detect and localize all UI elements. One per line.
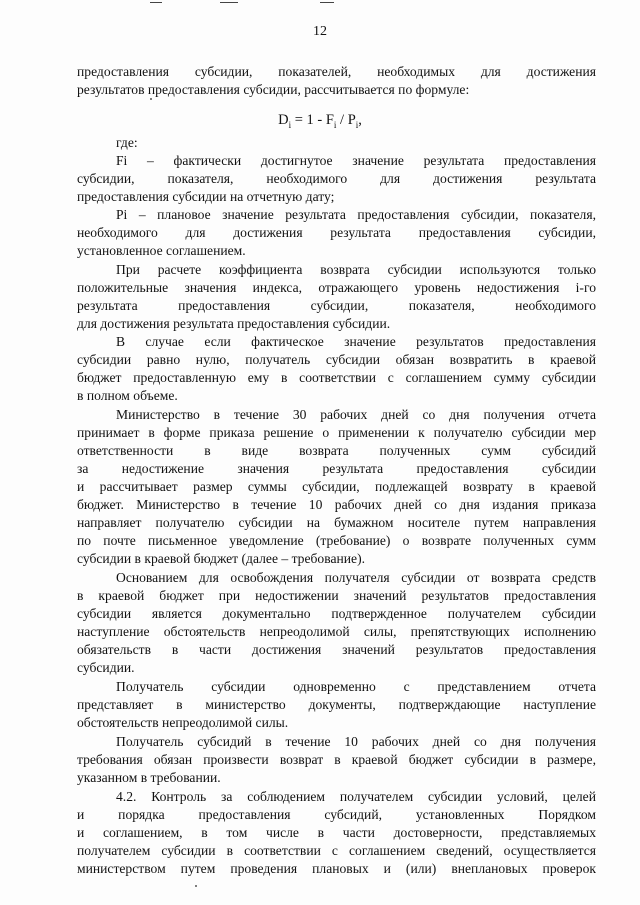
text-line: ответственности в виде возврата полученных сумм субсидий	[77, 443, 596, 458]
text-line: Получатель субсидий в течение 10 рабочих дней со дня получения	[116, 734, 596, 749]
text-line: за недостижение значения результата предоставления субсидии	[77, 461, 596, 476]
text-line: Получатель субсидии одновременно с представлением отчета	[116, 679, 596, 694]
text-line: где:	[116, 135, 138, 150]
text-line: установленное соглашением.	[77, 243, 246, 258]
text-line: бюджет предоставленную ему в соответствии с соглашением сумму субсидии	[77, 370, 596, 385]
text-line: В случае если фактическое значение результатов предоставления	[116, 334, 596, 349]
text-line: субсидии равно нулю, получатель субсидии обязан возвратить в краевой	[77, 352, 596, 367]
text-line: указанном в требовании.	[77, 770, 221, 785]
text-line: необходимого для достижения результата предоставления субсидии,	[77, 225, 596, 240]
text-line: требования обязан произвести возврат в краевой бюджет субсидии в размере,	[77, 752, 596, 767]
text-line: субсидии.	[77, 660, 135, 675]
text-line: результата предоставления субсидии, показателя, необходимого	[77, 298, 596, 313]
text-line: субсидии, показателя, необходимого для достижения результата	[77, 171, 596, 186]
text-line: получателем субсидии в соответствии с соглашением сведений, осуществляется	[77, 843, 596, 858]
text-line: положительные значения индекса, отражающего уровень недостижения i-го	[77, 280, 596, 295]
text-line: результатов предоставления субсидии, рассчитывается по формуле:	[77, 82, 470, 97]
text-line: министерством путем проведения плановых и (или) внеплановых проверок	[77, 861, 596, 876]
text-line: принимает в форме приказа решение о применении к получателю субсидии мер	[77, 425, 596, 440]
text-line: субсидии является документально подтвержденное получателем субсидии	[77, 606, 596, 621]
text-line: и рассчитывает размер суммы субсидии, подлежащей возврату в краевой	[77, 479, 596, 494]
text-line: 4.2. Контроль за соблюдением получателем субсидии условий, целей	[116, 789, 596, 804]
scan-speck	[195, 885, 197, 887]
text-line: направляет получателю субсидии на бумажном носителе путем направления	[77, 515, 596, 530]
text-line: и соглашением, в том числе в части достоверности, представляемых	[77, 825, 596, 840]
text-line: для достижения результата предоставления субсидии.	[77, 316, 391, 331]
text-line: наступление обстоятельств непреодолимой силы, препятствующих исполнению	[77, 624, 596, 639]
text-line: по почте письменное уведомление (требование) о возврате полученных сумм	[77, 533, 596, 548]
text-line: Fi – фактически достигнутое значение результата предоставления	[116, 153, 596, 168]
text-line: Министерство в течение 30 рабочих дней со дня получения отчета	[116, 407, 596, 422]
text-line: предоставления субсидии, показателей, необходимых для достижения	[77, 64, 596, 79]
formula: $D_i = 1 - F_i / P_i$,	[278, 112, 362, 130]
text-line: Pi – плановое значение результата предоставления субсидии, показателя,	[116, 207, 596, 222]
scan-edge-marks	[150, 0, 350, 6]
text-line: в полном объеме.	[77, 388, 178, 403]
text-line: представляет в министерство документы, подтверждающие наступление	[77, 697, 596, 712]
text-line: обстоятельств непреодолимой силы.	[77, 715, 289, 730]
text-line: и порядка предоставления субсидий, установленных Порядком	[77, 807, 596, 822]
text-line: При расчете коэффициента возврата субсидии используются только	[116, 262, 596, 277]
page-number: 12	[313, 24, 327, 39]
text-line: обязательств в части достижения значений результатов предоставления	[77, 642, 596, 657]
text-line: предоставления субсидии на отчетную дату;	[77, 189, 335, 204]
scan-speck	[150, 98, 152, 100]
text-line: бюджет. Министерство в течение 10 рабочих дней со дня издания приказа	[77, 497, 596, 512]
text-line: в краевой бюджет при недостижении значений результатов предоставления	[77, 588, 596, 603]
text-line: субсидии в краевой бюджет (далее – требование).	[77, 551, 365, 566]
text-line: Основанием для освобождения получателя субсидии от возврата средств	[116, 570, 596, 585]
